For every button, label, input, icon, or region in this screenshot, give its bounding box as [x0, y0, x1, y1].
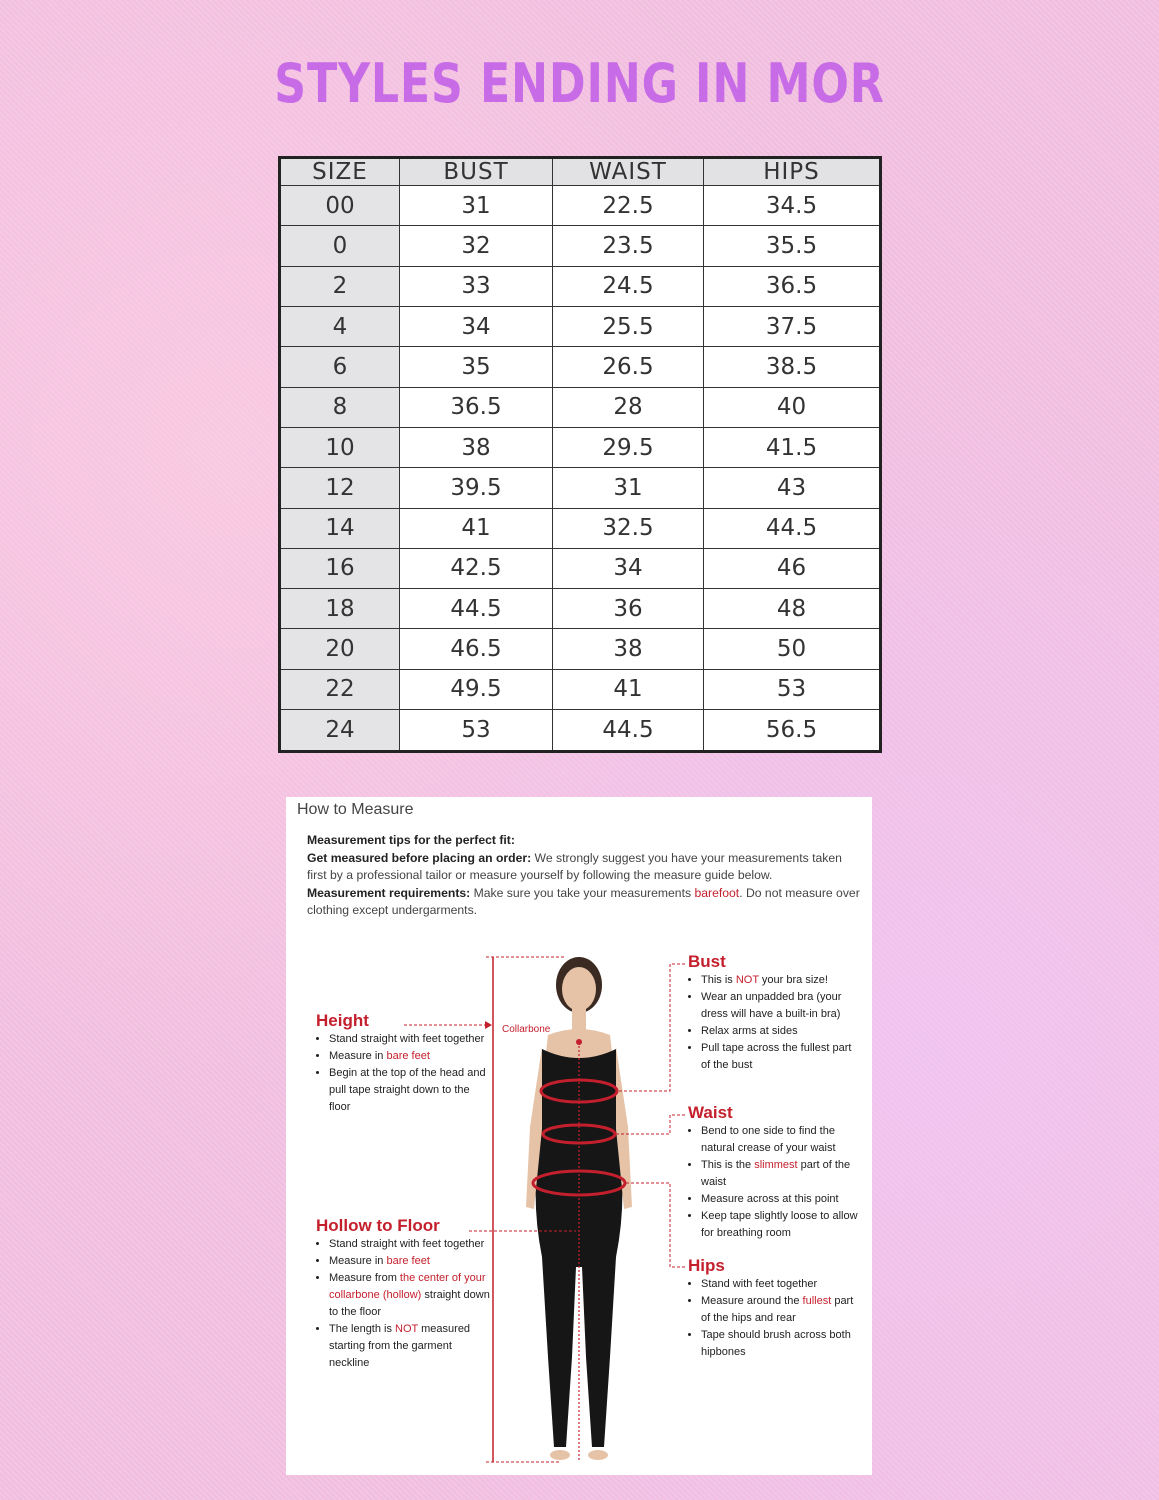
bust-cell: 39.5 — [400, 468, 553, 508]
hips-cell: 34.5 — [704, 186, 881, 226]
bust-bullet-4: • Pull tape across the fullest part of the bust — [701, 1040, 863, 1074]
table-row — [280, 548, 881, 588]
bust-cell: 44.5 — [400, 589, 553, 629]
hips-section — [688, 1257, 863, 1361]
waist-bullet-2: • This is the slimmest part of the waist — [701, 1157, 863, 1191]
size-cell: 24 — [280, 710, 400, 752]
bust-cell: 31 — [400, 186, 553, 226]
table-row — [280, 266, 881, 306]
size-cell: 00 — [280, 186, 400, 226]
size-table-body — [280, 186, 881, 752]
waist-cell: 44.5 — [553, 710, 704, 752]
waist-cell: 29.5 — [553, 427, 704, 467]
height-title: Height — [316, 1011, 369, 1030]
size-cell: 12 — [280, 468, 400, 508]
size-cell: 4 — [280, 306, 400, 346]
bust-cell: 34 — [400, 306, 553, 346]
table-row — [280, 387, 881, 427]
hips-cell: 50 — [704, 629, 881, 669]
waist-bullet-1: • Bend to one side to find the natural crease of your waist — [701, 1123, 863, 1157]
header-waist: WAIST — [553, 158, 704, 186]
height-bullet-1: • Stand straight with feet together — [329, 1031, 491, 1048]
table-row — [280, 186, 881, 226]
waist-cell: 32.5 — [553, 508, 704, 548]
barefoot-highlight: barefoot — [694, 885, 740, 900]
hips-cell: 37.5 — [704, 306, 881, 346]
table-row — [280, 629, 881, 669]
how-to-measure-guide — [286, 797, 872, 1475]
bust-cell: 42.5 — [400, 548, 553, 588]
size-cell: 8 — [280, 387, 400, 427]
hips-cell: 38.5 — [704, 347, 881, 387]
waist-cell: 25.5 — [553, 306, 704, 346]
bust-section — [688, 953, 863, 1074]
table-row — [280, 669, 881, 709]
size-chart-table — [278, 156, 882, 753]
table-row — [280, 589, 881, 629]
size-cell: 6 — [280, 347, 400, 387]
waist-cell: 31 — [553, 468, 704, 508]
waist-bullet-4: • Keep tape slightly loose to allow for breathing room — [701, 1208, 863, 1242]
bust-cell: 46.5 — [400, 629, 553, 669]
bust-title: Bust — [688, 952, 726, 971]
size-cell: 0 — [280, 226, 400, 266]
table-row — [280, 306, 881, 346]
hips-title: Hips — [688, 1256, 725, 1275]
bust-cell: 33 — [400, 266, 553, 306]
waist-cell: 24.5 — [553, 266, 704, 306]
hips-bullet-3: • Tape should brush across both hipbones — [701, 1327, 863, 1361]
size-cell: 2 — [280, 266, 400, 306]
waist-cell: 22.5 — [553, 186, 704, 226]
bust-cell: 53 — [400, 710, 553, 752]
tip2-text-end: . Do not measure over clothing except undergarments. — [307, 885, 860, 917]
waist-cell: 41 — [553, 669, 704, 709]
bust-bullet-3: • Relax arms at sides — [701, 1023, 863, 1040]
hips-cell: 41.5 — [704, 427, 881, 467]
bust-cell: 35 — [400, 347, 553, 387]
waist-cell: 26.5 — [553, 347, 704, 387]
size-cell: 22 — [280, 669, 400, 709]
hollow-section — [316, 1217, 491, 1372]
tip1-label: Get measured before placing an order: — [307, 850, 532, 865]
hips-cell: 48 — [704, 589, 881, 629]
bust-cell: 41 — [400, 508, 553, 548]
hips-cell: 56.5 — [704, 710, 881, 752]
hips-cell: 44.5 — [704, 508, 881, 548]
height-bullet-3: • Begin at the top of the head and pull tape straight down to the floor — [329, 1065, 491, 1116]
bust-cell: 32 — [400, 226, 553, 266]
hips-bullet-1: • Stand with feet together — [701, 1276, 863, 1293]
size-cell: 14 — [280, 508, 400, 548]
waist-cell: 34 — [553, 548, 704, 588]
waist-cell: 23.5 — [553, 226, 704, 266]
table-row — [280, 710, 881, 752]
tip2-label: Measurement requirements: — [307, 885, 471, 900]
table-row — [280, 508, 881, 548]
hips-cell: 40 — [704, 387, 881, 427]
page-title: STYLES ENDING IN MOR — [274, 52, 885, 115]
table-row — [280, 347, 881, 387]
hollow-bullet-4: • The length is NOT measured starting from the garment neckline — [329, 1321, 491, 1372]
tip2-text: Make sure you take your measurements — [470, 885, 695, 900]
waist-title: Waist — [688, 1103, 733, 1122]
hips-bullet-2: • Measure around the fullest part of the hips and rear — [701, 1293, 863, 1327]
waist-cell: 36 — [553, 589, 704, 629]
size-cell: 18 — [280, 589, 400, 629]
hollow-bullet-1: • Stand straight with feet together — [329, 1236, 491, 1253]
tips-title: Measurement tips for the perfect fit: — [307, 833, 515, 847]
header-hips: HIPS — [704, 158, 881, 186]
bust-bullet-2: • Wear an unpadded bra (your dress will have a built-in bra) — [701, 989, 863, 1023]
hollow-bullet-3: • Measure from the center of your collarbone (hollow) straight down to the floor — [329, 1270, 491, 1321]
header-bust: BUST — [400, 158, 553, 186]
hollow-bullet-2: • Measure in bare feet — [329, 1253, 491, 1270]
table-row — [280, 468, 881, 508]
height-section — [316, 1012, 491, 1116]
guide-heading: How to Measure — [297, 801, 414, 818]
waist-cell: 38 — [553, 629, 704, 669]
height-bullet-2: • Measure in bare feet — [329, 1048, 491, 1065]
hips-cell: 43 — [704, 468, 881, 508]
bust-bullet-1: • This is NOT your bra size! — [701, 972, 863, 989]
table-row — [280, 226, 881, 266]
hips-cell: 35.5 — [704, 226, 881, 266]
table-row — [280, 427, 881, 467]
size-cell: 20 — [280, 629, 400, 669]
header-size: SIZE — [280, 158, 400, 186]
size-cell: 10 — [280, 427, 400, 467]
bust-cell: 38 — [400, 427, 553, 467]
collarbone-label: Collarbone — [502, 1024, 551, 1035]
waist-cell: 28 — [553, 387, 704, 427]
hips-cell: 53 — [704, 669, 881, 709]
size-cell: 16 — [280, 548, 400, 588]
bust-cell: 49.5 — [400, 669, 553, 709]
hollow-title: Hollow to Floor — [316, 1216, 440, 1235]
tip1-text: We strongly suggest you have your measurements taken first by a professional tailor or measure yourself by following the measure guide below. — [307, 850, 842, 882]
hips-cell: 36.5 — [704, 266, 881, 306]
bust-cell: 36.5 — [400, 387, 553, 427]
table-header-row — [280, 158, 881, 186]
waist-section — [688, 1104, 863, 1242]
waist-bullet-3: • Measure across at this point — [701, 1191, 863, 1208]
hips-cell: 46 — [704, 548, 881, 588]
